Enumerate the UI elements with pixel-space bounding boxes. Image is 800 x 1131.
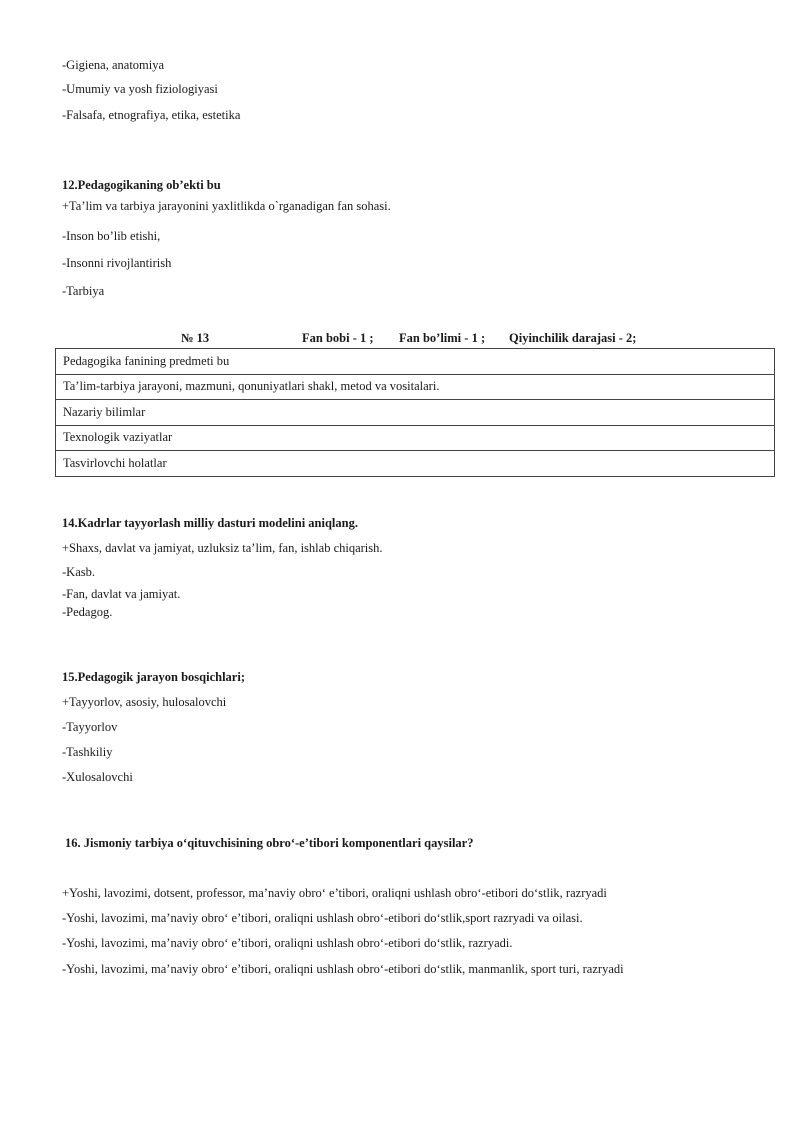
option-text: +Yoshi, lavozimi, dotsent, professor, ma’naviy obro‘ e’tibori, oraliqni ushlash obro‘-etibori do‘stlik, razryadi bbox=[62, 886, 607, 900]
option-text: +Shaxs, davlat va jamiyat, uzluksiz ta’lim, fan, ishlab chiqarish. bbox=[62, 541, 383, 555]
fan-bolimi: Fan bo’limi - 1 ; bbox=[399, 331, 486, 345]
option-text: -Xulosalovchi bbox=[62, 770, 133, 784]
question-13-table bbox=[55, 348, 775, 477]
question-14-title: 14.Kadrlar tayyorlash milliy dasturi modelini aniqlang. bbox=[62, 516, 358, 530]
table-cell: Texnologik vaziyatlar bbox=[56, 425, 775, 451]
option-text: -Inson bo’lib etishi, bbox=[62, 229, 161, 243]
option-text: -Umumiy va yosh fiziologiyasi bbox=[62, 82, 218, 96]
option-text: -Yoshi, lavozimi, ma’naviy obro‘ e’tibori, oraliqni ushlash obro‘-etibori do‘stlik,sport razryadi va oilasi. bbox=[62, 911, 583, 925]
question-15-title: 15.Pedagogik jarayon bosqichlari; bbox=[62, 670, 245, 684]
qiyinchilik-darajasi: Qiyinchilik darajasi - 2; bbox=[509, 331, 637, 345]
question-16-title: 16. Jismoniy tarbiya o‘qituvchisining obro‘-e’tibori komponentlari qaysilar? bbox=[65, 836, 474, 850]
table-row bbox=[56, 400, 775, 426]
table-cell: Nazariy bilimlar bbox=[56, 400, 775, 426]
table-cell: Tasvirlovchi holatlar bbox=[56, 451, 775, 477]
option-text: -Yoshi, lavozimi, ma’naviy obro‘ e’tibori, oraliqni ushlash obro‘-etibori do‘stlik, manmanlik, sport turi, razryadi bbox=[62, 962, 624, 976]
table-row bbox=[56, 374, 775, 400]
fan-bobi: Fan bobi - 1 ; bbox=[302, 331, 374, 345]
option-text: -Pedagog. bbox=[62, 605, 113, 619]
option-text: +Ta’lim va tarbiya jarayonini yaxlitlikda o`rganadigan fan sohasi. bbox=[62, 199, 391, 213]
table-row bbox=[56, 451, 775, 477]
table-cell: Ta’lim-tarbiya jarayoni, mazmuni, qonuniyatlari shakl, metod va vositalari. bbox=[56, 374, 775, 400]
option-text: -Kasb. bbox=[62, 565, 95, 579]
question-13-number: № 13 bbox=[181, 331, 210, 345]
option-text: +Tayyorlov, asosiy, hulosalovchi bbox=[62, 695, 227, 709]
option-text: -Yoshi, lavozimi, ma’naviy obro‘ e’tibori, oraliqni ushlash obro‘-etibori do‘stlik, razryadi. bbox=[62, 936, 513, 950]
option-text: -Gigiena, anatomiya bbox=[62, 58, 165, 72]
option-text: -Tashkiliy bbox=[62, 745, 113, 759]
table-row bbox=[56, 425, 775, 451]
table-cell: Pedagogika fanining predmeti bu bbox=[56, 349, 775, 375]
option-text: -Insonni rivojlantirish bbox=[62, 256, 172, 270]
option-text: -Tarbiya bbox=[62, 284, 105, 298]
table-row bbox=[56, 349, 775, 375]
question-12-title: 12.Pedagogikaning ob’ekti bu bbox=[62, 178, 221, 192]
option-text: -Tayyorlov bbox=[62, 720, 118, 734]
option-text: -Falsafa, etnografiya, etika, estetika bbox=[62, 108, 241, 122]
option-text: -Fan, davlat va jamiyat. bbox=[62, 587, 181, 601]
